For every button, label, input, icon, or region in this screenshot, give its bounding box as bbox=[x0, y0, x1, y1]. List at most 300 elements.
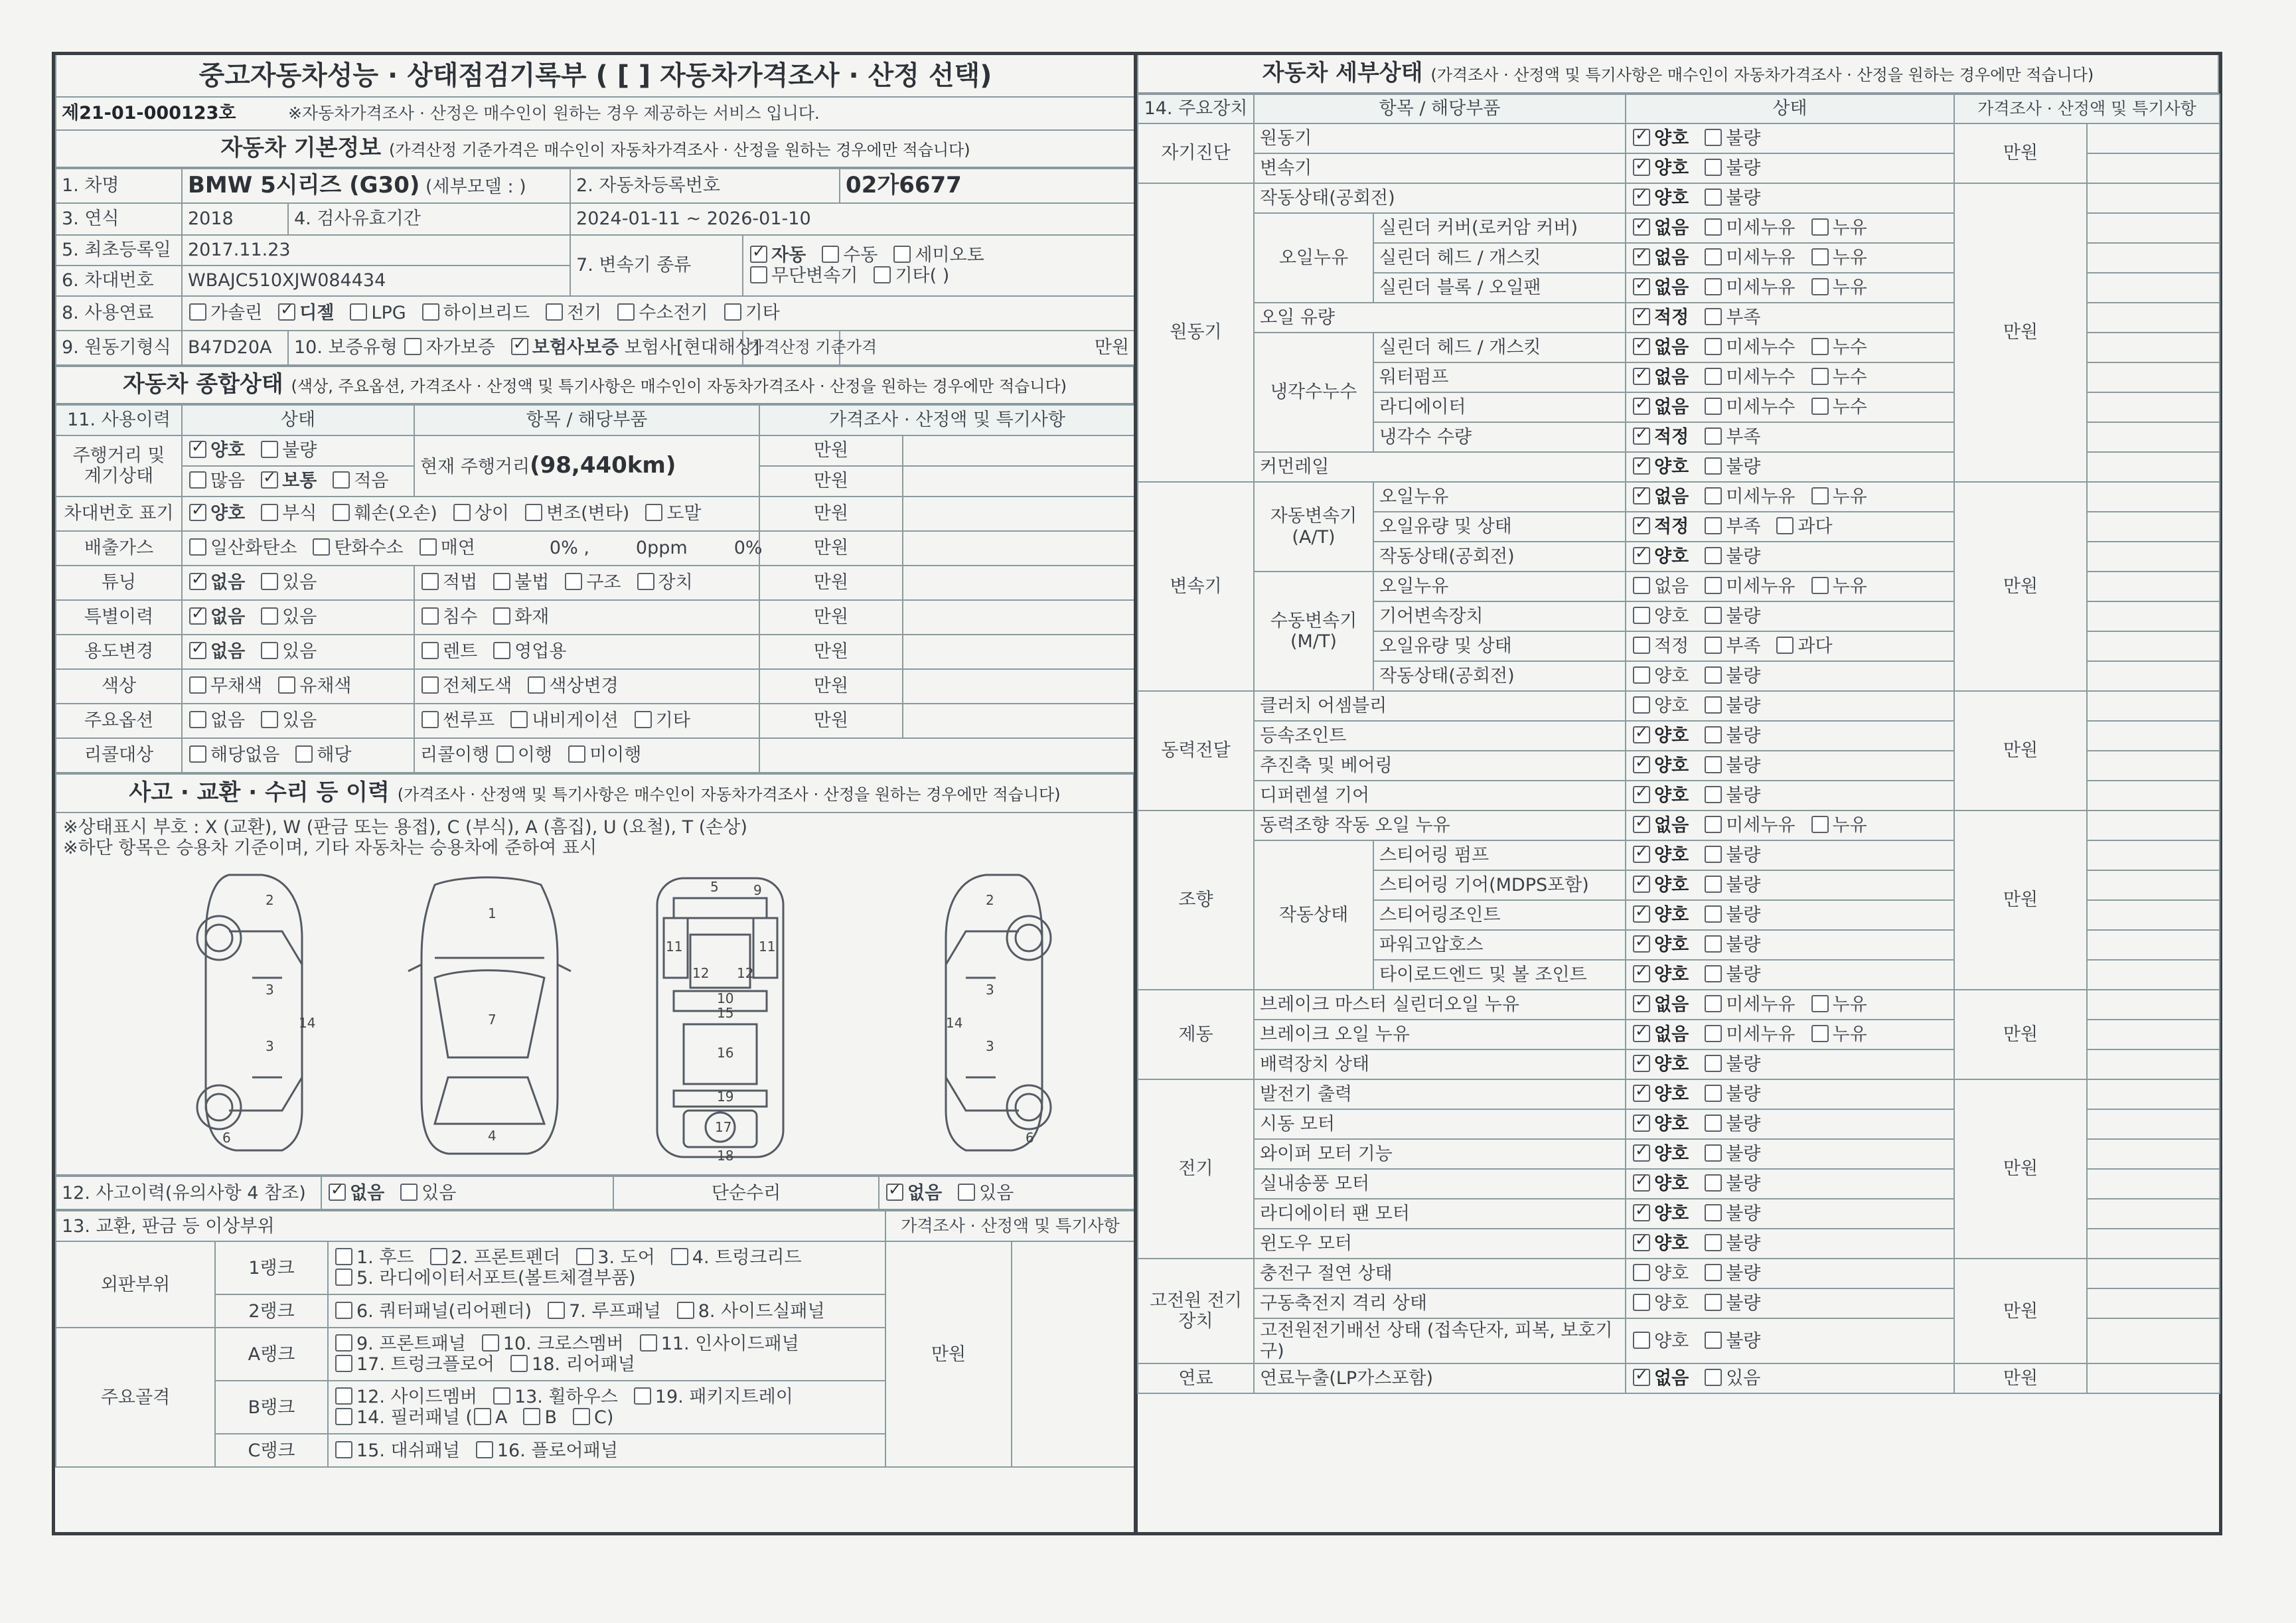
checkbox-checked-icon bbox=[1633, 338, 1650, 355]
detail-item: 스티어링조인트 bbox=[1373, 900, 1626, 930]
fuel-diesel[interactable]: ✓ 디젤 bbox=[277, 303, 334, 323]
state-option[interactable]: 누수 bbox=[1810, 397, 1867, 418]
state-option[interactable]: 누유 bbox=[1810, 487, 1867, 507]
tuning-label: 튜닝 bbox=[56, 566, 182, 600]
state-option[interactable]: 양호 bbox=[1632, 1331, 1689, 1352]
state-option[interactable]: 양호 bbox=[1632, 1293, 1689, 1314]
checkbox-checked-icon bbox=[189, 607, 206, 625]
note-cell bbox=[903, 435, 1135, 466]
state-option[interactable]: 미세누수 bbox=[1703, 367, 1795, 388]
device-group: 연료 bbox=[1138, 1363, 1254, 1393]
note-cell bbox=[2087, 751, 2220, 781]
state-option[interactable]: ✓ 양호 bbox=[1632, 875, 1689, 895]
note-cell bbox=[2087, 362, 2220, 392]
detail-subgroup: 자동변속기 (A/T) bbox=[1254, 482, 1373, 572]
checkbox-icon bbox=[1633, 1332, 1650, 1349]
detail-item: 오일 유량 bbox=[1254, 303, 1626, 333]
opt-sunroof[interactable]: 썬루프 bbox=[420, 710, 495, 731]
detail-state bbox=[1626, 183, 1954, 213]
checkbox-icon bbox=[430, 1248, 447, 1265]
inspection-sheet bbox=[52, 52, 2222, 1542]
checkbox-icon bbox=[335, 1248, 352, 1265]
state-option[interactable]: ✓ 없음 bbox=[1632, 815, 1689, 836]
state-option[interactable]: ✓ 없음 bbox=[1632, 994, 1689, 1015]
checkbox-checked-icon bbox=[278, 303, 295, 321]
state-option[interactable]: ✓ 양호 bbox=[1632, 965, 1689, 985]
doc-number-row bbox=[56, 97, 1135, 130]
state-option[interactable]: 누수 bbox=[1810, 367, 1867, 388]
state-option[interactable]: 미세누유 bbox=[1703, 277, 1795, 298]
opt-hc[interactable]: 탄화수소 bbox=[311, 538, 403, 558]
checkbox-checked-icon bbox=[1633, 159, 1650, 176]
checkbox-icon bbox=[493, 607, 510, 625]
state-option[interactable]: ✓ 양호 bbox=[1632, 1054, 1689, 1075]
opt-corrosion[interactable]: 부식 bbox=[260, 503, 317, 524]
fuel-electric[interactable]: 전기 bbox=[544, 303, 601, 323]
state-option[interactable]: 누유 bbox=[1810, 815, 1867, 836]
overall-title bbox=[56, 366, 1134, 404]
opt-flood[interactable]: 침수 bbox=[420, 607, 477, 627]
state-option[interactable]: ✓ 양호 bbox=[1632, 935, 1689, 955]
price-unit: 만원 bbox=[759, 566, 903, 600]
opt-not-applicable[interactable]: 해당없음 bbox=[188, 745, 279, 765]
car-name-cell bbox=[182, 169, 570, 203]
checkbox-icon bbox=[1705, 1332, 1722, 1349]
checkbox-icon bbox=[528, 676, 545, 694]
state-option[interactable]: 미세누유 bbox=[1703, 815, 1795, 836]
state-option[interactable]: 누유 bbox=[1810, 218, 1867, 238]
state-option[interactable]: ✓ 적정 bbox=[1632, 307, 1689, 328]
state-option[interactable]: 불량 bbox=[1703, 1293, 1760, 1314]
fuel-lpg[interactable]: LPG bbox=[348, 303, 406, 323]
part-radiator-support[interactable]: 5. 라디에이터서포트(볼트체결부품) bbox=[334, 1268, 636, 1288]
state-option[interactable]: 누유 bbox=[1810, 576, 1867, 597]
detail-state bbox=[1626, 1139, 1954, 1169]
state-option[interactable]: 미세누유 bbox=[1703, 487, 1795, 507]
detail-item: 변속기 bbox=[1254, 153, 1626, 183]
opt-color-change[interactable]: 색상변경 bbox=[526, 676, 618, 696]
state-option[interactable]: ✓ 없음 bbox=[1632, 248, 1689, 268]
note-cell bbox=[2087, 213, 2220, 243]
state-option[interactable]: 불량 bbox=[1703, 546, 1760, 567]
state-option[interactable]: 양호 bbox=[1632, 696, 1689, 716]
opt-none[interactable]: ✓ 없음 bbox=[327, 1183, 384, 1203]
state-option[interactable]: ✓ 없음 bbox=[1632, 367, 1689, 388]
part-inside-panel[interactable]: 11. 인사이드패널 bbox=[639, 1334, 799, 1354]
opt-co[interactable]: 일산화탄소 bbox=[188, 538, 297, 558]
svg-text:18: 18 bbox=[717, 1148, 734, 1164]
tuning-options bbox=[182, 566, 414, 600]
state-option[interactable]: 불량 bbox=[1703, 188, 1760, 208]
exchange-price-unit: 만원 bbox=[885, 1241, 1012, 1467]
checkbox-icon bbox=[523, 1408, 540, 1425]
state-option[interactable]: 불량 bbox=[1703, 606, 1760, 627]
state-option[interactable]: ✓ 양호 bbox=[1632, 1174, 1689, 1194]
note-cell bbox=[2087, 482, 2220, 512]
detail-state bbox=[1626, 990, 1954, 1020]
fuel-other[interactable]: 기타 bbox=[723, 303, 780, 323]
checkbox-icon bbox=[261, 711, 278, 728]
checkbox-icon bbox=[1705, 218, 1722, 236]
fuel-hybrid[interactable]: 하이브리드 bbox=[421, 303, 530, 323]
trans-auto[interactable]: ✓자동 bbox=[749, 245, 806, 266]
checkbox-icon bbox=[493, 573, 510, 590]
opt-exists[interactable]: 있음 bbox=[399, 1183, 456, 1203]
checkbox-icon bbox=[189, 745, 206, 763]
state-option[interactable]: 불량 bbox=[1703, 666, 1760, 686]
state-option[interactable]: 부족 bbox=[1703, 307, 1760, 328]
part-trunk-floor[interactable]: 17. 트렁크플로어 bbox=[334, 1354, 495, 1375]
checkbox-icon bbox=[261, 642, 278, 659]
state-option[interactable]: 불량 bbox=[1703, 1084, 1760, 1105]
state-option[interactable]: 불량 bbox=[1703, 158, 1760, 179]
checkbox-icon bbox=[565, 573, 582, 590]
state-option[interactable]: ✓ 양호 bbox=[1632, 1203, 1689, 1224]
opt-smoke[interactable]: 매연 bbox=[418, 538, 475, 558]
state-option[interactable]: ✓ 없음 bbox=[1632, 277, 1689, 298]
state-option[interactable]: ✓ 양호 bbox=[1632, 457, 1689, 477]
note-cell bbox=[2087, 1020, 2220, 1049]
checkbox-checked-icon bbox=[1633, 457, 1650, 475]
svg-text:5: 5 bbox=[710, 879, 719, 895]
state-option[interactable]: ✓ 양호 bbox=[1632, 128, 1689, 149]
warranty-self[interactable]: 자가보증 bbox=[403, 337, 495, 358]
state-option[interactable]: 과다 bbox=[1775, 516, 1832, 537]
opt-other[interactable]: 기타 bbox=[633, 710, 690, 731]
accident-history-table bbox=[55, 1176, 1136, 1210]
detail-item: 실린더 헤드 / 개스킷 bbox=[1373, 333, 1626, 362]
car-name: BMW 5시리즈 (G30) bbox=[188, 172, 420, 199]
checkbox-icon bbox=[1705, 1055, 1722, 1072]
state-option[interactable]: 불량 bbox=[1703, 1174, 1760, 1194]
state-option[interactable]: ✓ 양호 bbox=[1632, 158, 1689, 179]
opt-exists[interactable]: 있음 bbox=[260, 572, 317, 593]
detail-item: 기어변속장치 bbox=[1373, 601, 1626, 631]
main-option-items bbox=[414, 704, 759, 738]
device-group: 자기진단 bbox=[1138, 123, 1254, 183]
pillar-b[interactable]: B bbox=[522, 1407, 557, 1428]
svg-text:6: 6 bbox=[1026, 1130, 1034, 1146]
detail-item: 라디에이터 bbox=[1373, 392, 1626, 422]
detail-state bbox=[1626, 1109, 1954, 1139]
checkbox-icon bbox=[400, 1184, 418, 1201]
device-group: 변속기 bbox=[1138, 482, 1254, 691]
opt-damaged[interactable]: 훼손(오손) bbox=[331, 503, 437, 524]
checkbox-icon bbox=[1705, 189, 1722, 206]
opt-full-paint[interactable]: 전체도색 bbox=[420, 676, 512, 696]
detail-state bbox=[1626, 303, 1954, 333]
price-unit: 만원 bbox=[1954, 1363, 2087, 1393]
state-option[interactable]: 불량 bbox=[1703, 1263, 1760, 1284]
state-option[interactable]: 양호 bbox=[1632, 666, 1689, 686]
state-option[interactable]: 있음 bbox=[1703, 1368, 1760, 1389]
state-option[interactable]: 적정 bbox=[1632, 636, 1689, 657]
opt-good[interactable]: ✓ 양호 bbox=[188, 503, 245, 524]
price-unit: 만원 bbox=[1954, 482, 2087, 691]
trans-cvt[interactable]: 무단변속기 bbox=[749, 266, 858, 286]
checkbox-icon bbox=[546, 303, 563, 321]
checkbox-checked-icon bbox=[1633, 278, 1650, 295]
state-option[interactable]: 불량 bbox=[1703, 726, 1760, 746]
price-basis-label: 가격산정 기준가격 bbox=[743, 331, 840, 365]
state-option[interactable]: 불량 bbox=[1703, 128, 1760, 149]
opt-good[interactable]: ✓양호 bbox=[188, 440, 245, 461]
checkbox-icon bbox=[476, 1441, 493, 1458]
detail-state bbox=[1626, 1049, 1954, 1079]
opt-exists[interactable]: 있음 bbox=[957, 1183, 1014, 1203]
opt-fire[interactable]: 화재 bbox=[492, 607, 549, 627]
state-option[interactable]: ✓ 양호 bbox=[1632, 905, 1689, 925]
part-floor-panel[interactable]: 16. 플로어패널 bbox=[475, 1440, 618, 1461]
overall-table bbox=[55, 404, 1136, 773]
state-option[interactable]: 불량 bbox=[1703, 696, 1760, 716]
state-option[interactable]: 불량 bbox=[1703, 965, 1760, 985]
state-option[interactable]: ✓ 양호 bbox=[1632, 188, 1689, 208]
opt-none[interactable]: ✓ 없음 bbox=[188, 607, 245, 627]
state-option[interactable]: 부족 bbox=[1703, 516, 1760, 537]
state-option[interactable]: 불량 bbox=[1703, 1233, 1760, 1254]
item-header: 항목 / 해당부품 bbox=[1254, 94, 1626, 123]
state-option[interactable]: 미세누유 bbox=[1703, 1024, 1795, 1045]
state-option[interactable]: 불량 bbox=[1703, 935, 1760, 955]
part-rear-panel[interactable]: 18. 리어패널 bbox=[509, 1354, 635, 1375]
opt-none[interactable]: ✓ 없음 bbox=[188, 641, 245, 662]
checkbox-checked-icon bbox=[1633, 189, 1650, 206]
state-option[interactable]: 불량 bbox=[1703, 755, 1760, 776]
part-front-panel[interactable]: 9. 프론트패널 bbox=[334, 1334, 466, 1354]
opt-none[interactable]: ✓ 없음 bbox=[188, 572, 245, 593]
car-diagram-svg bbox=[63, 858, 1125, 1170]
state-option[interactable]: 부족 bbox=[1703, 636, 1760, 657]
state-option[interactable]: ✓ 양호 bbox=[1632, 785, 1689, 806]
checkbox-icon bbox=[874, 266, 891, 283]
part-hood[interactable]: 1. 후드 bbox=[334, 1247, 414, 1268]
checkbox-icon bbox=[421, 607, 439, 625]
note-cell bbox=[2087, 1139, 2220, 1169]
rank-c-items bbox=[328, 1434, 885, 1467]
opt-rent[interactable]: 렌트 bbox=[420, 641, 477, 662]
part-pillar-panel[interactable]: 14. 필러패널 ( bbox=[334, 1407, 473, 1428]
checkbox-icon bbox=[1811, 816, 1829, 833]
checkbox-icon bbox=[576, 1248, 593, 1265]
state-option[interactable]: ✓ 양호 bbox=[1632, 845, 1689, 866]
checkbox-icon bbox=[1705, 1264, 1722, 1281]
opt-altered[interactable]: 변조(변타) bbox=[524, 503, 629, 524]
part-front-fender[interactable]: 2. 프론트펜더 bbox=[429, 1247, 561, 1268]
note-cell bbox=[2087, 930, 2220, 960]
part-package-tray[interactable]: 19. 패키지트레이 bbox=[633, 1387, 793, 1407]
detail-state bbox=[1626, 900, 1954, 930]
opt-business[interactable]: 영업용 bbox=[492, 641, 566, 662]
checkbox-checked-icon bbox=[1633, 487, 1650, 504]
price-header: 가격조사 · 산정액 및 특기사항 bbox=[759, 405, 1135, 435]
state-option[interactable]: 과다 bbox=[1775, 636, 1832, 657]
state-option[interactable]: 미세누유 bbox=[1703, 218, 1795, 238]
detail-item: 원동기 bbox=[1254, 123, 1626, 153]
opt-bad[interactable]: 불량 bbox=[260, 440, 317, 461]
checkbox-icon bbox=[474, 1408, 491, 1425]
state-option[interactable]: 누유 bbox=[1810, 277, 1867, 298]
checkbox-icon bbox=[335, 1334, 352, 1352]
state-option[interactable]: 불량 bbox=[1703, 785, 1760, 806]
price-unit: 만원 bbox=[759, 704, 903, 738]
part-side-sill[interactable]: 8. 사이드실패널 bbox=[676, 1301, 825, 1322]
state-option[interactable]: 누유 bbox=[1810, 994, 1867, 1015]
state-option[interactable]: ✓ 없음 bbox=[1632, 397, 1689, 418]
svg-text:17: 17 bbox=[715, 1119, 732, 1136]
detail-item: 작동상태(공회전) bbox=[1373, 542, 1626, 572]
detail-item: 동력조향 작동 오일 누유 bbox=[1254, 811, 1626, 840]
opt-normal[interactable]: ✓ 보통 bbox=[260, 471, 317, 491]
state-option[interactable]: 미세누유 bbox=[1703, 576, 1795, 597]
checkbox-icon bbox=[1705, 457, 1722, 475]
pillar-a[interactable]: A bbox=[473, 1407, 507, 1428]
checkbox-checked-icon bbox=[1633, 398, 1650, 415]
emission-co-value: 0% , bbox=[549, 538, 589, 559]
detail-subgroup: 작동상태 bbox=[1254, 840, 1373, 990]
detail-subgroup: 오일누유 bbox=[1254, 213, 1373, 303]
detail-item: 연료누출(LP가스포함) bbox=[1254, 1363, 1626, 1393]
checkbox-icon bbox=[1705, 666, 1722, 684]
price-unit: 만원 bbox=[759, 531, 903, 566]
svg-text:7: 7 bbox=[488, 1012, 497, 1028]
state-option[interactable]: 불량 bbox=[1703, 875, 1760, 895]
basic-info-table bbox=[55, 168, 1136, 366]
detail-state bbox=[1626, 1020, 1954, 1049]
part-dash-panel[interactable]: 15. 대쉬패널 bbox=[334, 1440, 460, 1461]
opt-structure[interactable]: 구조 bbox=[564, 572, 621, 593]
checkbox-checked-icon bbox=[1633, 1144, 1650, 1162]
state-option[interactable]: ✓ 없음 bbox=[1632, 1368, 1689, 1389]
state-option[interactable]: ✓ 적정 bbox=[1632, 427, 1689, 447]
state-option[interactable]: 누유 bbox=[1810, 1024, 1867, 1045]
state-option[interactable]: ✓ 양호 bbox=[1632, 1144, 1689, 1164]
state-option[interactable]: 미세누수 bbox=[1703, 337, 1795, 358]
state-option[interactable]: 불량 bbox=[1703, 1114, 1760, 1134]
state-option[interactable]: 불량 bbox=[1703, 1054, 1760, 1075]
opt-not-done[interactable]: 미이행 bbox=[567, 745, 641, 765]
checkbox-icon bbox=[822, 246, 839, 263]
pillar-c[interactable]: C) bbox=[572, 1407, 613, 1428]
state-option[interactable]: ✓ 적정 bbox=[1632, 516, 1689, 537]
opt-smeared[interactable]: 도말 bbox=[644, 503, 701, 524]
detail-item: 와이퍼 모터 기능 bbox=[1254, 1139, 1626, 1169]
state-option[interactable]: ✓ 양호 bbox=[1632, 726, 1689, 746]
part-trunk-lid[interactable]: 4. 트렁크리드 bbox=[670, 1247, 802, 1268]
state-option[interactable]: ✓ 없음 bbox=[1632, 218, 1689, 238]
detail-subgroup: 냉각수누수 bbox=[1254, 333, 1373, 452]
state-option[interactable]: ✓ 없음 bbox=[1632, 337, 1689, 358]
opt-applicable[interactable]: 해당 bbox=[294, 745, 351, 765]
checkbox-icon bbox=[421, 642, 439, 659]
state-option[interactable]: 양호 bbox=[1632, 606, 1689, 627]
state-option[interactable]: 부족 bbox=[1703, 427, 1760, 447]
opt-few[interactable]: 적음 bbox=[331, 471, 388, 491]
checkbox-checked-icon bbox=[886, 1184, 903, 1201]
opt-done[interactable]: 이행 bbox=[495, 745, 552, 765]
state-option[interactable]: 미세누유 bbox=[1703, 994, 1795, 1015]
opt-device[interactable]: 장치 bbox=[636, 572, 693, 593]
state-option[interactable]: 양호 bbox=[1632, 1263, 1689, 1284]
detail-item: 파워고압호스 bbox=[1373, 930, 1626, 960]
opt-mismatch[interactable]: 상이 bbox=[452, 503, 509, 524]
state-option[interactable]: ✓ 양호 bbox=[1632, 755, 1689, 776]
checkbox-icon bbox=[421, 676, 439, 694]
part-cross-member[interactable]: 10. 크로스멤버 bbox=[481, 1334, 624, 1354]
fuel-gasoline[interactable]: 가솔린 bbox=[188, 303, 262, 323]
trans-other[interactable]: 기타( ) bbox=[872, 266, 949, 286]
opt-chromatic[interactable]: 유채색 bbox=[277, 676, 351, 696]
part-wheel-house[interactable]: 13. 휠하우스 bbox=[492, 1387, 618, 1407]
state-option[interactable]: 불량 bbox=[1703, 1331, 1760, 1352]
detail-item: 브레이크 오일 누유 bbox=[1254, 1020, 1626, 1049]
state-option[interactable]: 없음 bbox=[1632, 576, 1689, 597]
detail-state bbox=[1626, 1363, 1954, 1393]
opt-none[interactable]: 없음 bbox=[188, 710, 245, 731]
note-cell bbox=[2087, 960, 2220, 990]
detail-state bbox=[1626, 392, 1954, 422]
state-option[interactable]: ✓ 양호 bbox=[1632, 1233, 1689, 1254]
state-option[interactable]: 누수 bbox=[1810, 337, 1867, 358]
opt-none[interactable]: ✓ 없음 bbox=[885, 1183, 942, 1203]
detail-title-text: 자동차 세부상태 bbox=[1262, 60, 1423, 87]
state-option[interactable]: ✓ 없음 bbox=[1632, 487, 1689, 507]
opt-navigation[interactable]: 내비게이션 bbox=[509, 710, 618, 731]
opt-exists[interactable]: 있음 bbox=[260, 607, 317, 627]
part-quarter-panel[interactable]: 6. 쿼터패널(리어펜더) bbox=[334, 1301, 532, 1322]
note-cell bbox=[2087, 542, 2220, 572]
state-option[interactable]: 누유 bbox=[1810, 248, 1867, 268]
state-option[interactable]: ✓ 양호 bbox=[1632, 1114, 1689, 1134]
state-option[interactable]: 불량 bbox=[1703, 845, 1760, 866]
part-door[interactable]: 3. 도어 bbox=[575, 1247, 655, 1268]
vin-mark-label: 차대번호 표기 bbox=[56, 497, 182, 531]
checkbox-icon bbox=[640, 1334, 657, 1352]
right-panel bbox=[1134, 52, 2222, 1535]
state-option[interactable]: 불량 bbox=[1703, 1203, 1760, 1224]
state-option[interactable]: 불량 bbox=[1703, 905, 1760, 925]
checkbox-icon bbox=[497, 745, 514, 763]
detail-title bbox=[1138, 55, 2218, 93]
trans-manual[interactable]: 수동 bbox=[820, 245, 878, 266]
detail-state bbox=[1626, 512, 1954, 542]
part-side-member[interactable]: 12. 사이드멤버 bbox=[334, 1387, 477, 1407]
car-right-side-view bbox=[946, 875, 1051, 1150]
fuel-hydrogen[interactable]: 수소전기 bbox=[616, 303, 708, 323]
state-option[interactable]: ✓ 양호 bbox=[1632, 546, 1689, 567]
checkbox-icon bbox=[548, 1302, 565, 1319]
opt-exists[interactable]: 있음 bbox=[260, 710, 317, 731]
checkbox-checked-icon bbox=[1633, 756, 1650, 773]
trans-semi[interactable]: 세미오토 bbox=[892, 245, 984, 266]
state-option[interactable]: 미세누수 bbox=[1703, 397, 1795, 418]
state-option[interactable]: 불량 bbox=[1703, 1144, 1760, 1164]
opt-legal[interactable]: 적법 bbox=[420, 572, 477, 593]
warranty-insurer[interactable]: ✓ 보험사보증 보험사[현대해상] bbox=[510, 337, 760, 358]
part-roof-panel[interactable]: 7. 루프패널 bbox=[546, 1301, 661, 1322]
opt-many[interactable]: 많음 bbox=[188, 471, 245, 491]
detail-table bbox=[1137, 94, 2220, 1394]
main-device-header: 14. 주요장치 bbox=[1138, 94, 1254, 123]
opt-achromatic[interactable]: 무채색 bbox=[188, 676, 262, 696]
opt-illegal[interactable]: 불법 bbox=[492, 572, 549, 593]
state-option[interactable]: ✓ 양호 bbox=[1632, 1084, 1689, 1105]
state-option[interactable]: ✓ 없음 bbox=[1632, 1024, 1689, 1045]
frame-label: 주요골격 bbox=[56, 1328, 215, 1467]
state-option[interactable]: 불량 bbox=[1703, 457, 1760, 477]
opt-exists[interactable]: 있음 bbox=[260, 641, 317, 662]
state-option[interactable]: 미세누유 bbox=[1703, 248, 1795, 268]
